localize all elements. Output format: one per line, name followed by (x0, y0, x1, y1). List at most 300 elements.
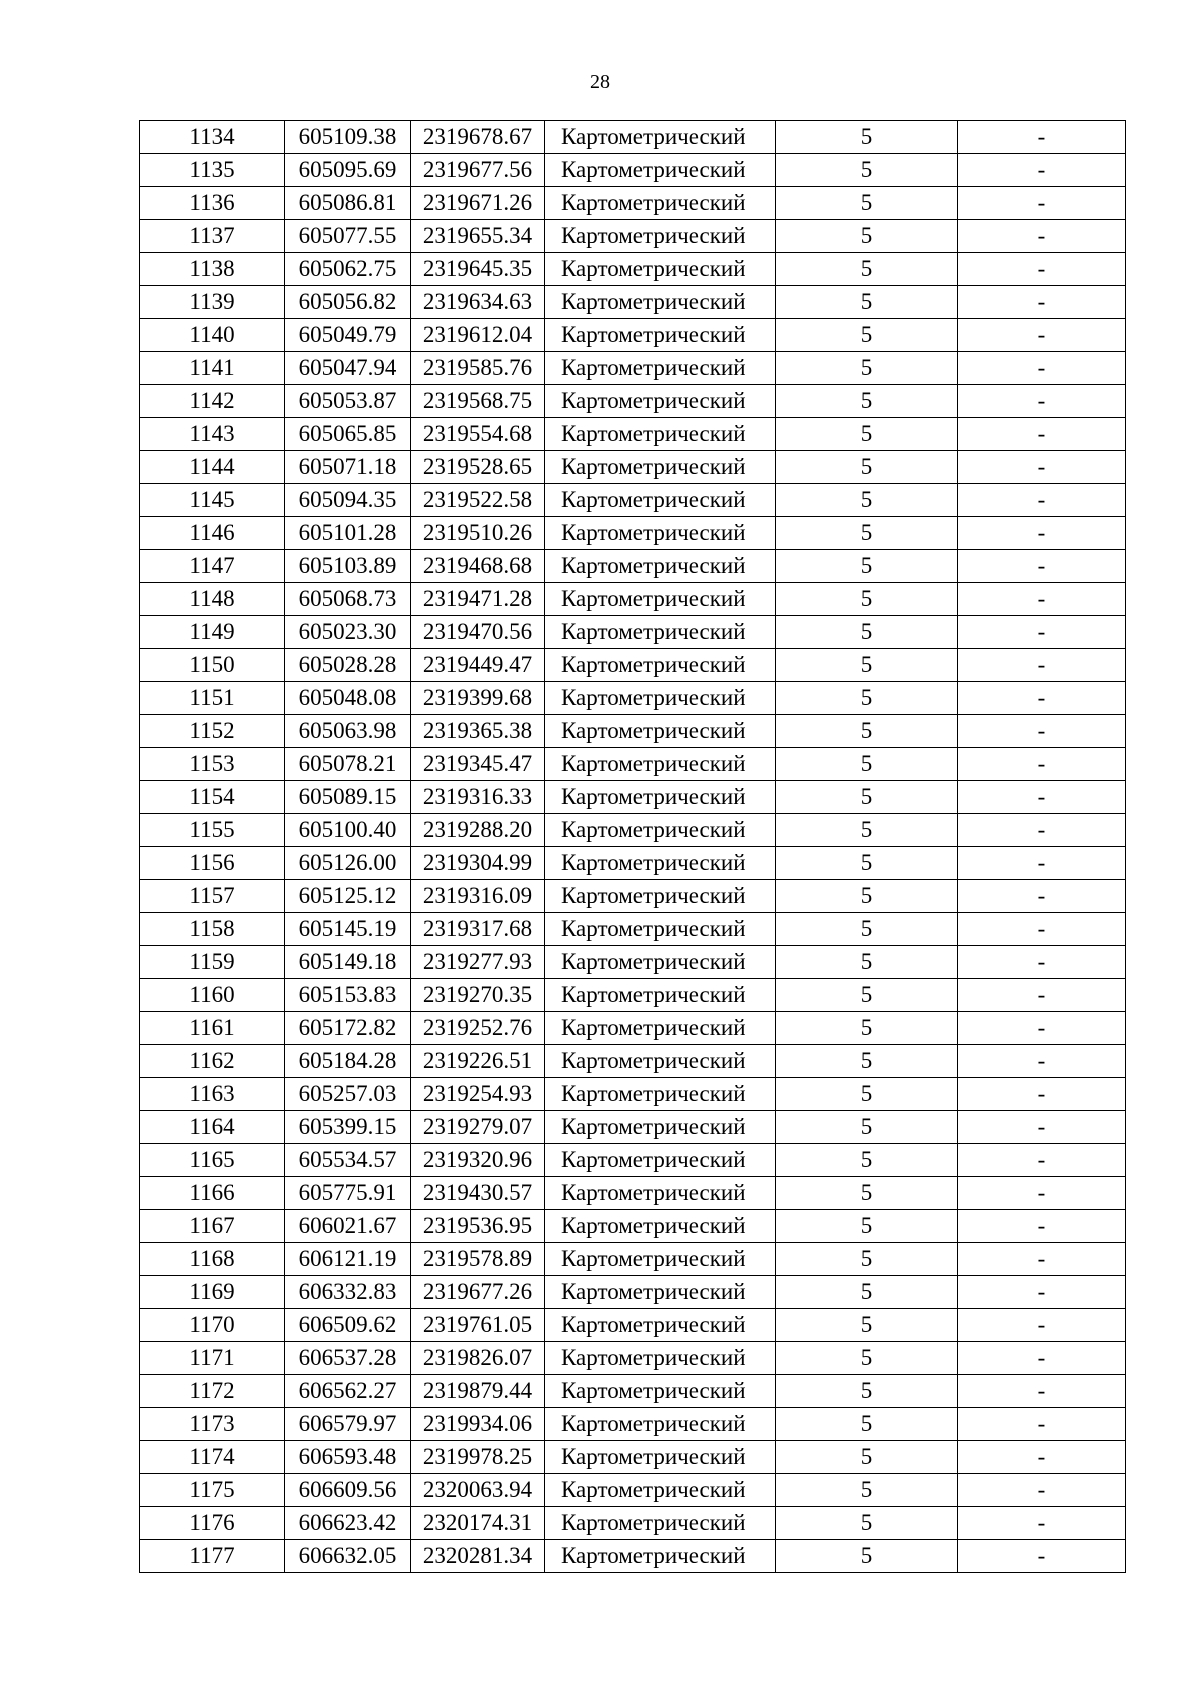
method-cell: Картометрический (545, 583, 776, 616)
table-row (140, 1408, 1126, 1441)
x-coordinate-cell: 605077.55 (285, 220, 411, 253)
point-number-cell: 1165 (140, 1144, 285, 1177)
table-row (140, 1177, 1126, 1210)
method-cell: Картометрический (545, 418, 776, 451)
y-coordinate-cell: 2319578.89 (411, 1243, 545, 1276)
note-cell: - (958, 979, 1126, 1012)
y-coordinate-cell: 2319761.05 (411, 1309, 545, 1342)
table-row (140, 1474, 1126, 1507)
point-number-cell: 1138 (140, 253, 285, 286)
x-coordinate-cell: 605109.38 (285, 121, 411, 154)
y-coordinate-cell: 2319568.75 (411, 385, 545, 418)
x-coordinate-cell: 605095.69 (285, 154, 411, 187)
method-cell: Картометрический (545, 1144, 776, 1177)
y-coordinate-cell: 2319345.47 (411, 748, 545, 781)
note-cell: - (958, 1474, 1126, 1507)
table-row (140, 319, 1126, 352)
y-coordinate-cell: 2319316.09 (411, 880, 545, 913)
method-cell: Картометрический (545, 1474, 776, 1507)
accuracy-cell: 5 (776, 682, 958, 715)
note-cell: - (958, 1243, 1126, 1276)
table-row (140, 979, 1126, 1012)
point-number-cell: 1147 (140, 550, 285, 583)
point-number-cell: 1150 (140, 649, 285, 682)
accuracy-cell: 5 (776, 1210, 958, 1243)
x-coordinate-cell: 606537.28 (285, 1342, 411, 1375)
point-number-cell: 1153 (140, 748, 285, 781)
x-coordinate-cell: 605775.91 (285, 1177, 411, 1210)
x-coordinate-cell: 605184.28 (285, 1045, 411, 1078)
table-row (140, 1111, 1126, 1144)
note-cell: - (958, 682, 1126, 715)
note-cell: - (958, 550, 1126, 583)
note-cell: - (958, 484, 1126, 517)
accuracy-cell: 5 (776, 1012, 958, 1045)
x-coordinate-cell: 605047.94 (285, 352, 411, 385)
accuracy-cell: 5 (776, 1474, 958, 1507)
accuracy-cell: 5 (776, 1111, 958, 1144)
point-number-cell: 1161 (140, 1012, 285, 1045)
note-cell: - (958, 1507, 1126, 1540)
y-coordinate-cell: 2319365.38 (411, 715, 545, 748)
table-row (140, 517, 1126, 550)
method-cell: Картометрический (545, 1507, 776, 1540)
x-coordinate-cell: 605062.75 (285, 253, 411, 286)
x-coordinate-cell: 605053.87 (285, 385, 411, 418)
accuracy-cell: 5 (776, 286, 958, 319)
accuracy-cell: 5 (776, 484, 958, 517)
point-number-cell: 1163 (140, 1078, 285, 1111)
y-coordinate-cell: 2319528.65 (411, 451, 545, 484)
table-row (140, 1012, 1126, 1045)
method-cell: Картометрический (545, 748, 776, 781)
note-cell: - (958, 1012, 1126, 1045)
y-coordinate-cell: 2319226.51 (411, 1045, 545, 1078)
point-number-cell: 1139 (140, 286, 285, 319)
x-coordinate-cell: 605145.19 (285, 913, 411, 946)
y-coordinate-cell: 2319468.68 (411, 550, 545, 583)
point-number-cell: 1160 (140, 979, 285, 1012)
method-cell: Картометрический (545, 517, 776, 550)
point-number-cell: 1140 (140, 319, 285, 352)
accuracy-cell: 5 (776, 550, 958, 583)
method-cell: Картометрический (545, 1309, 776, 1342)
y-coordinate-cell: 2319277.93 (411, 946, 545, 979)
note-cell: - (958, 748, 1126, 781)
note-cell: - (958, 616, 1126, 649)
method-cell: Картометрический (545, 913, 776, 946)
x-coordinate-cell: 606579.97 (285, 1408, 411, 1441)
table-row (140, 253, 1126, 286)
point-number-cell: 1162 (140, 1045, 285, 1078)
accuracy-cell: 5 (776, 517, 958, 550)
accuracy-cell: 5 (776, 187, 958, 220)
y-coordinate-cell: 2319316.33 (411, 781, 545, 814)
x-coordinate-cell: 605125.12 (285, 880, 411, 913)
note-cell: - (958, 1078, 1126, 1111)
y-coordinate-cell: 2320281.34 (411, 1540, 545, 1573)
point-number-cell: 1141 (140, 352, 285, 385)
method-cell: Картометрический (545, 187, 776, 220)
y-coordinate-cell: 2319671.26 (411, 187, 545, 220)
accuracy-cell: 5 (776, 1177, 958, 1210)
x-coordinate-cell: 605103.89 (285, 550, 411, 583)
method-cell: Картометрический (545, 220, 776, 253)
point-number-cell: 1142 (140, 385, 285, 418)
point-number-cell: 1173 (140, 1408, 285, 1441)
note-cell: - (958, 847, 1126, 880)
accuracy-cell: 5 (776, 1441, 958, 1474)
accuracy-cell: 5 (776, 1408, 958, 1441)
x-coordinate-cell: 605126.00 (285, 847, 411, 880)
point-number-cell: 1174 (140, 1441, 285, 1474)
point-number-cell: 1158 (140, 913, 285, 946)
note-cell: - (958, 418, 1126, 451)
method-cell: Картометрический (545, 979, 776, 1012)
x-coordinate-cell: 605023.30 (285, 616, 411, 649)
table-row (140, 154, 1126, 187)
method-cell: Картометрический (545, 352, 776, 385)
table-row (140, 913, 1126, 946)
x-coordinate-cell: 605100.40 (285, 814, 411, 847)
y-coordinate-cell: 2319470.56 (411, 616, 545, 649)
x-coordinate-cell: 606332.83 (285, 1276, 411, 1309)
y-coordinate-cell: 2319471.28 (411, 583, 545, 616)
y-coordinate-cell: 2319826.07 (411, 1342, 545, 1375)
y-coordinate-cell: 2319645.35 (411, 253, 545, 286)
note-cell: - (958, 1408, 1126, 1441)
accuracy-cell: 5 (776, 220, 958, 253)
x-coordinate-cell: 605065.85 (285, 418, 411, 451)
y-coordinate-cell: 2319978.25 (411, 1441, 545, 1474)
accuracy-cell: 5 (776, 880, 958, 913)
accuracy-cell: 5 (776, 616, 958, 649)
note-cell: - (958, 1540, 1126, 1573)
y-coordinate-cell: 2319655.34 (411, 220, 545, 253)
y-coordinate-cell: 2319510.26 (411, 517, 545, 550)
method-cell: Картометрический (545, 385, 776, 418)
method-cell: Картометрический (545, 1177, 776, 1210)
x-coordinate-cell: 605078.21 (285, 748, 411, 781)
table-row (140, 1342, 1126, 1375)
method-cell: Картометрический (545, 451, 776, 484)
y-coordinate-cell: 2319678.67 (411, 121, 545, 154)
accuracy-cell: 5 (776, 1276, 958, 1309)
point-number-cell: 1177 (140, 1540, 285, 1573)
point-number-cell: 1168 (140, 1243, 285, 1276)
method-cell: Картометрический (545, 1540, 776, 1573)
table-row (140, 385, 1126, 418)
accuracy-cell: 5 (776, 781, 958, 814)
note-cell: - (958, 946, 1126, 979)
accuracy-cell: 5 (776, 1045, 958, 1078)
note-cell: - (958, 253, 1126, 286)
y-coordinate-cell: 2319317.68 (411, 913, 545, 946)
coordinates-table (139, 120, 1126, 1573)
method-cell: Картометрический (545, 1243, 776, 1276)
accuracy-cell: 5 (776, 154, 958, 187)
table-row (140, 616, 1126, 649)
x-coordinate-cell: 605094.35 (285, 484, 411, 517)
y-coordinate-cell: 2319320.96 (411, 1144, 545, 1177)
method-cell: Картометрический (545, 880, 776, 913)
x-coordinate-cell: 605049.79 (285, 319, 411, 352)
point-number-cell: 1152 (140, 715, 285, 748)
table-row (140, 1144, 1126, 1177)
table-body (140, 121, 1126, 1573)
method-cell: Картометрический (545, 616, 776, 649)
point-number-cell: 1166 (140, 1177, 285, 1210)
note-cell: - (958, 385, 1126, 418)
point-number-cell: 1135 (140, 154, 285, 187)
x-coordinate-cell: 605048.08 (285, 682, 411, 715)
accuracy-cell: 5 (776, 1078, 958, 1111)
accuracy-cell: 5 (776, 1507, 958, 1540)
x-coordinate-cell: 606623.42 (285, 1507, 411, 1540)
method-cell: Картометрический (545, 847, 776, 880)
y-coordinate-cell: 2319304.99 (411, 847, 545, 880)
y-coordinate-cell: 2319399.68 (411, 682, 545, 715)
x-coordinate-cell: 605086.81 (285, 187, 411, 220)
method-cell: Картометрический (545, 1441, 776, 1474)
x-coordinate-cell: 605071.18 (285, 451, 411, 484)
y-coordinate-cell: 2319879.44 (411, 1375, 545, 1408)
point-number-cell: 1170 (140, 1309, 285, 1342)
accuracy-cell: 5 (776, 319, 958, 352)
method-cell: Картометрический (545, 946, 776, 979)
y-coordinate-cell: 2319634.63 (411, 286, 545, 319)
table-row (140, 1375, 1126, 1408)
note-cell: - (958, 1177, 1126, 1210)
y-coordinate-cell: 2319279.07 (411, 1111, 545, 1144)
note-cell: - (958, 781, 1126, 814)
table-row (140, 715, 1126, 748)
y-coordinate-cell: 2319677.26 (411, 1276, 545, 1309)
method-cell: Картометрический (545, 781, 776, 814)
method-cell: Картометрический (545, 715, 776, 748)
x-coordinate-cell: 606609.56 (285, 1474, 411, 1507)
accuracy-cell: 5 (776, 121, 958, 154)
method-cell: Картометрический (545, 253, 776, 286)
accuracy-cell: 5 (776, 847, 958, 880)
x-coordinate-cell: 606121.19 (285, 1243, 411, 1276)
x-coordinate-cell: 606562.27 (285, 1375, 411, 1408)
y-coordinate-cell: 2319252.76 (411, 1012, 545, 1045)
point-number-cell: 1171 (140, 1342, 285, 1375)
note-cell: - (958, 715, 1126, 748)
point-number-cell: 1167 (140, 1210, 285, 1243)
note-cell: - (958, 451, 1126, 484)
point-number-cell: 1143 (140, 418, 285, 451)
x-coordinate-cell: 605153.83 (285, 979, 411, 1012)
note-cell: - (958, 187, 1126, 220)
table-row (140, 814, 1126, 847)
accuracy-cell: 5 (776, 253, 958, 286)
method-cell: Картометрический (545, 1276, 776, 1309)
y-coordinate-cell: 2319554.68 (411, 418, 545, 451)
y-coordinate-cell: 2320174.31 (411, 1507, 545, 1540)
method-cell: Картометрический (545, 319, 776, 352)
table-row (140, 418, 1126, 451)
y-coordinate-cell: 2319288.20 (411, 814, 545, 847)
note-cell: - (958, 1375, 1126, 1408)
table-row (140, 187, 1126, 220)
x-coordinate-cell: 605534.57 (285, 1144, 411, 1177)
table-row (140, 1309, 1126, 1342)
accuracy-cell: 5 (776, 352, 958, 385)
point-number-cell: 1151 (140, 682, 285, 715)
point-number-cell: 1156 (140, 847, 285, 880)
table-row (140, 220, 1126, 253)
y-coordinate-cell: 2319612.04 (411, 319, 545, 352)
y-coordinate-cell: 2319430.57 (411, 1177, 545, 1210)
table-row (140, 451, 1126, 484)
note-cell: - (958, 154, 1126, 187)
x-coordinate-cell: 605101.28 (285, 517, 411, 550)
note-cell: - (958, 121, 1126, 154)
y-coordinate-cell: 2319934.06 (411, 1408, 545, 1441)
x-coordinate-cell: 606509.62 (285, 1309, 411, 1342)
method-cell: Картометрический (545, 550, 776, 583)
note-cell: - (958, 880, 1126, 913)
point-number-cell: 1134 (140, 121, 285, 154)
point-number-cell: 1175 (140, 1474, 285, 1507)
note-cell: - (958, 1045, 1126, 1078)
method-cell: Картометрический (545, 682, 776, 715)
accuracy-cell: 5 (776, 1375, 958, 1408)
table-row (140, 1540, 1126, 1573)
accuracy-cell: 5 (776, 385, 958, 418)
method-cell: Картометрический (545, 814, 776, 847)
accuracy-cell: 5 (776, 1540, 958, 1573)
table-row (140, 649, 1126, 682)
point-number-cell: 1169 (140, 1276, 285, 1309)
accuracy-cell: 5 (776, 1309, 958, 1342)
accuracy-cell: 5 (776, 715, 958, 748)
accuracy-cell: 5 (776, 418, 958, 451)
table-row (140, 352, 1126, 385)
method-cell: Картометрический (545, 286, 776, 319)
x-coordinate-cell: 605028.28 (285, 649, 411, 682)
table-row (140, 286, 1126, 319)
table-row (140, 1441, 1126, 1474)
table-row (140, 880, 1126, 913)
point-number-cell: 1159 (140, 946, 285, 979)
x-coordinate-cell: 606593.48 (285, 1441, 411, 1474)
x-coordinate-cell: 605257.03 (285, 1078, 411, 1111)
note-cell: - (958, 319, 1126, 352)
point-number-cell: 1176 (140, 1507, 285, 1540)
table-row (140, 550, 1126, 583)
x-coordinate-cell: 605399.15 (285, 1111, 411, 1144)
y-coordinate-cell: 2319270.35 (411, 979, 545, 1012)
x-coordinate-cell: 606021.67 (285, 1210, 411, 1243)
accuracy-cell: 5 (776, 913, 958, 946)
method-cell: Картометрический (545, 649, 776, 682)
y-coordinate-cell: 2319449.47 (411, 649, 545, 682)
accuracy-cell: 5 (776, 814, 958, 847)
method-cell: Картометрический (545, 1375, 776, 1408)
point-number-cell: 1155 (140, 814, 285, 847)
x-coordinate-cell: 606632.05 (285, 1540, 411, 1573)
point-number-cell: 1148 (140, 583, 285, 616)
method-cell: Картометрический (545, 1408, 776, 1441)
note-cell: - (958, 1276, 1126, 1309)
accuracy-cell: 5 (776, 946, 958, 979)
method-cell: Картометрический (545, 1078, 776, 1111)
method-cell: Картометрический (545, 1111, 776, 1144)
accuracy-cell: 5 (776, 1342, 958, 1375)
point-number-cell: 1149 (140, 616, 285, 649)
note-cell: - (958, 649, 1126, 682)
accuracy-cell: 5 (776, 583, 958, 616)
method-cell: Картометрический (545, 121, 776, 154)
note-cell: - (958, 352, 1126, 385)
note-cell: - (958, 1342, 1126, 1375)
table-row (140, 1045, 1126, 1078)
x-coordinate-cell: 605149.18 (285, 946, 411, 979)
y-coordinate-cell: 2319536.95 (411, 1210, 545, 1243)
point-number-cell: 1144 (140, 451, 285, 484)
point-number-cell: 1145 (140, 484, 285, 517)
accuracy-cell: 5 (776, 649, 958, 682)
method-cell: Картометрический (545, 484, 776, 517)
table-row (140, 946, 1126, 979)
note-cell: - (958, 286, 1126, 319)
note-cell: - (958, 1144, 1126, 1177)
y-coordinate-cell: 2319254.93 (411, 1078, 545, 1111)
x-coordinate-cell: 605068.73 (285, 583, 411, 616)
table-row (140, 484, 1126, 517)
y-coordinate-cell: 2319677.56 (411, 154, 545, 187)
note-cell: - (958, 1309, 1126, 1342)
table-row (140, 748, 1126, 781)
x-coordinate-cell: 605063.98 (285, 715, 411, 748)
x-coordinate-cell: 605172.82 (285, 1012, 411, 1045)
page-number: 28 (590, 71, 610, 93)
accuracy-cell: 5 (776, 979, 958, 1012)
note-cell: - (958, 913, 1126, 946)
accuracy-cell: 5 (776, 1144, 958, 1177)
note-cell: - (958, 814, 1126, 847)
note-cell: - (958, 517, 1126, 550)
note-cell: - (958, 1441, 1126, 1474)
accuracy-cell: 5 (776, 748, 958, 781)
table-row (140, 1507, 1126, 1540)
note-cell: - (958, 220, 1126, 253)
table-row (140, 121, 1126, 154)
method-cell: Картометрический (545, 1012, 776, 1045)
accuracy-cell: 5 (776, 1243, 958, 1276)
x-coordinate-cell: 605056.82 (285, 286, 411, 319)
table-row (140, 1243, 1126, 1276)
point-number-cell: 1154 (140, 781, 285, 814)
point-number-cell: 1136 (140, 187, 285, 220)
table-row (140, 1078, 1126, 1111)
method-cell: Картометрический (545, 1210, 776, 1243)
x-coordinate-cell: 605089.15 (285, 781, 411, 814)
point-number-cell: 1137 (140, 220, 285, 253)
note-cell: - (958, 583, 1126, 616)
point-number-cell: 1164 (140, 1111, 285, 1144)
y-coordinate-cell: 2320063.94 (411, 1474, 545, 1507)
y-coordinate-cell: 2319585.76 (411, 352, 545, 385)
point-number-cell: 1146 (140, 517, 285, 550)
method-cell: Картометрический (545, 154, 776, 187)
table-row (140, 1210, 1126, 1243)
accuracy-cell: 5 (776, 451, 958, 484)
table-row (140, 583, 1126, 616)
